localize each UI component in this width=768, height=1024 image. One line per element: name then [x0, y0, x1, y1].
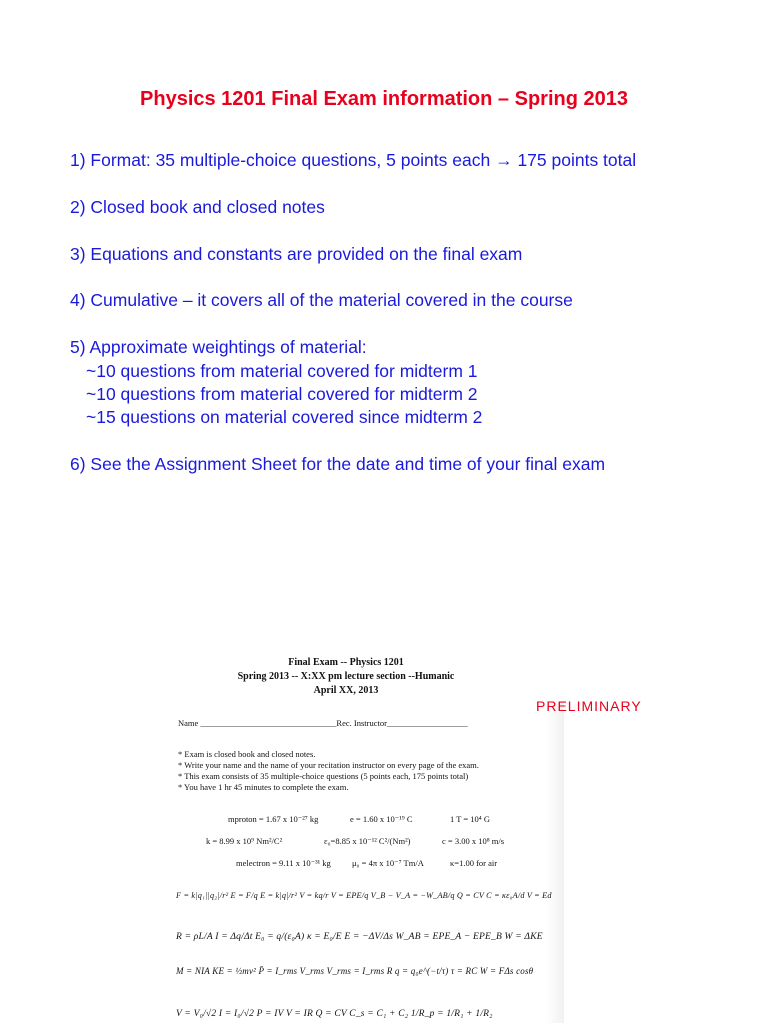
- preliminary-stamp: PRELIMINARY: [536, 698, 642, 714]
- exam-bullet: * Exam is closed book and closed notes.: [178, 749, 316, 759]
- exam-bullet: * This exam consists of 35 multiple-choice questions (5 points each, 175 points total): [178, 771, 469, 781]
- exam-heading-date: April XX, 2013: [313, 685, 379, 696]
- equation-row: R = ρL/A I = Δq/Δt E₀ = q/(ε₀A) κ = E₀/E E = −ΔV/Δs W_AB = EPE_A − EPE_B W = ΔKE: [176, 932, 543, 942]
- constant-tesla: 1 T = 10⁴ G: [450, 814, 491, 824]
- constant-coulomb: k = 8.99 x 10⁹ Nm²/C²: [206, 836, 283, 846]
- weighting-since-midterm-2: ~15 questions on material covered since midterm 2: [86, 407, 483, 427]
- list-item-weightings: 5) Approximate weightings of material:: [70, 337, 367, 357]
- list-item-cumulative: 4) Cumulative – it covers all of the material covered in the course: [70, 290, 573, 310]
- constant-proton-mass: mproton = 1.67 x 10⁻²⁷ kg: [228, 814, 319, 824]
- list-item-closed-book: 2) Closed book and closed notes: [70, 197, 325, 217]
- exam-heading-title: Final Exam -- Physics 1201: [288, 657, 404, 668]
- exam-bullet: * You have 1 hr 45 minutes to complete the exam.: [178, 782, 349, 792]
- constant-electron-charge: e = 1.60 x 10⁻¹⁹ C: [350, 814, 413, 824]
- list-item-assignment-sheet: 6) See the Assignment Sheet for the date and time of your final exam: [70, 454, 606, 474]
- exam-name-line: Name ________________________________Rec. Instructor___________________: [178, 718, 468, 728]
- equation-row: M = NIA KE = ½mv² P̄ = I_rms V_rms V_rms = I_rms R q = q₀e^(−t/τ) τ = RC W = FΔs cosθ: [176, 966, 534, 976]
- weighting-midterm-2: ~10 questions from material covered for midterm 2: [86, 384, 478, 404]
- constant-permittivity: ε₀=8.85 x 10⁻¹² C²/(Nm²): [324, 836, 411, 846]
- list-item-format: 1) Format: 35 multiple-choice questions, 5 points each → 175 points total: [70, 150, 637, 170]
- exam-bullet: * Write your name and the name of your recitation instructor on every page of the exam.: [178, 760, 479, 770]
- constant-permeability: μ₀ = 4π x 10⁻⁷ Tm/A: [352, 858, 424, 868]
- constant-dielectric-air: κ=1.00 for air: [450, 858, 498, 868]
- equation-row: F = k|q₁||q₂|/r² E = F/q E = k|q|/r² V = kq/r V = EPE/q V_B − V_A = −W_AB/q Q = CV C = κε₀A/d V = Ed: [176, 891, 552, 900]
- equation-row: V = V₀/√2 I = I₀/√2 P = IV V = IR Q = CV C_s = C₁ + C₂ 1/R_p = 1/R₁ + 1/R₂: [176, 1009, 493, 1019]
- exam-heading-section: Spring 2013 -- X:XX pm lecture section --Humanic: [237, 671, 455, 682]
- constant-electron-mass: melectron = 9.11 x 10⁻³¹ kg: [236, 858, 331, 868]
- page-shadow: [546, 703, 564, 1023]
- exam-preview: [160, 643, 564, 1024]
- constant-light-speed: c = 3.00 x 10⁸ m/s: [442, 836, 505, 846]
- list-item-equations: 3) Equations and constants are provided on the final exam: [70, 244, 523, 264]
- weighting-midterm-1: ~10 questions from material covered for midterm 1: [86, 361, 478, 381]
- page-title: Physics 1201 Final Exam information – Spring 2013: [140, 88, 628, 110]
